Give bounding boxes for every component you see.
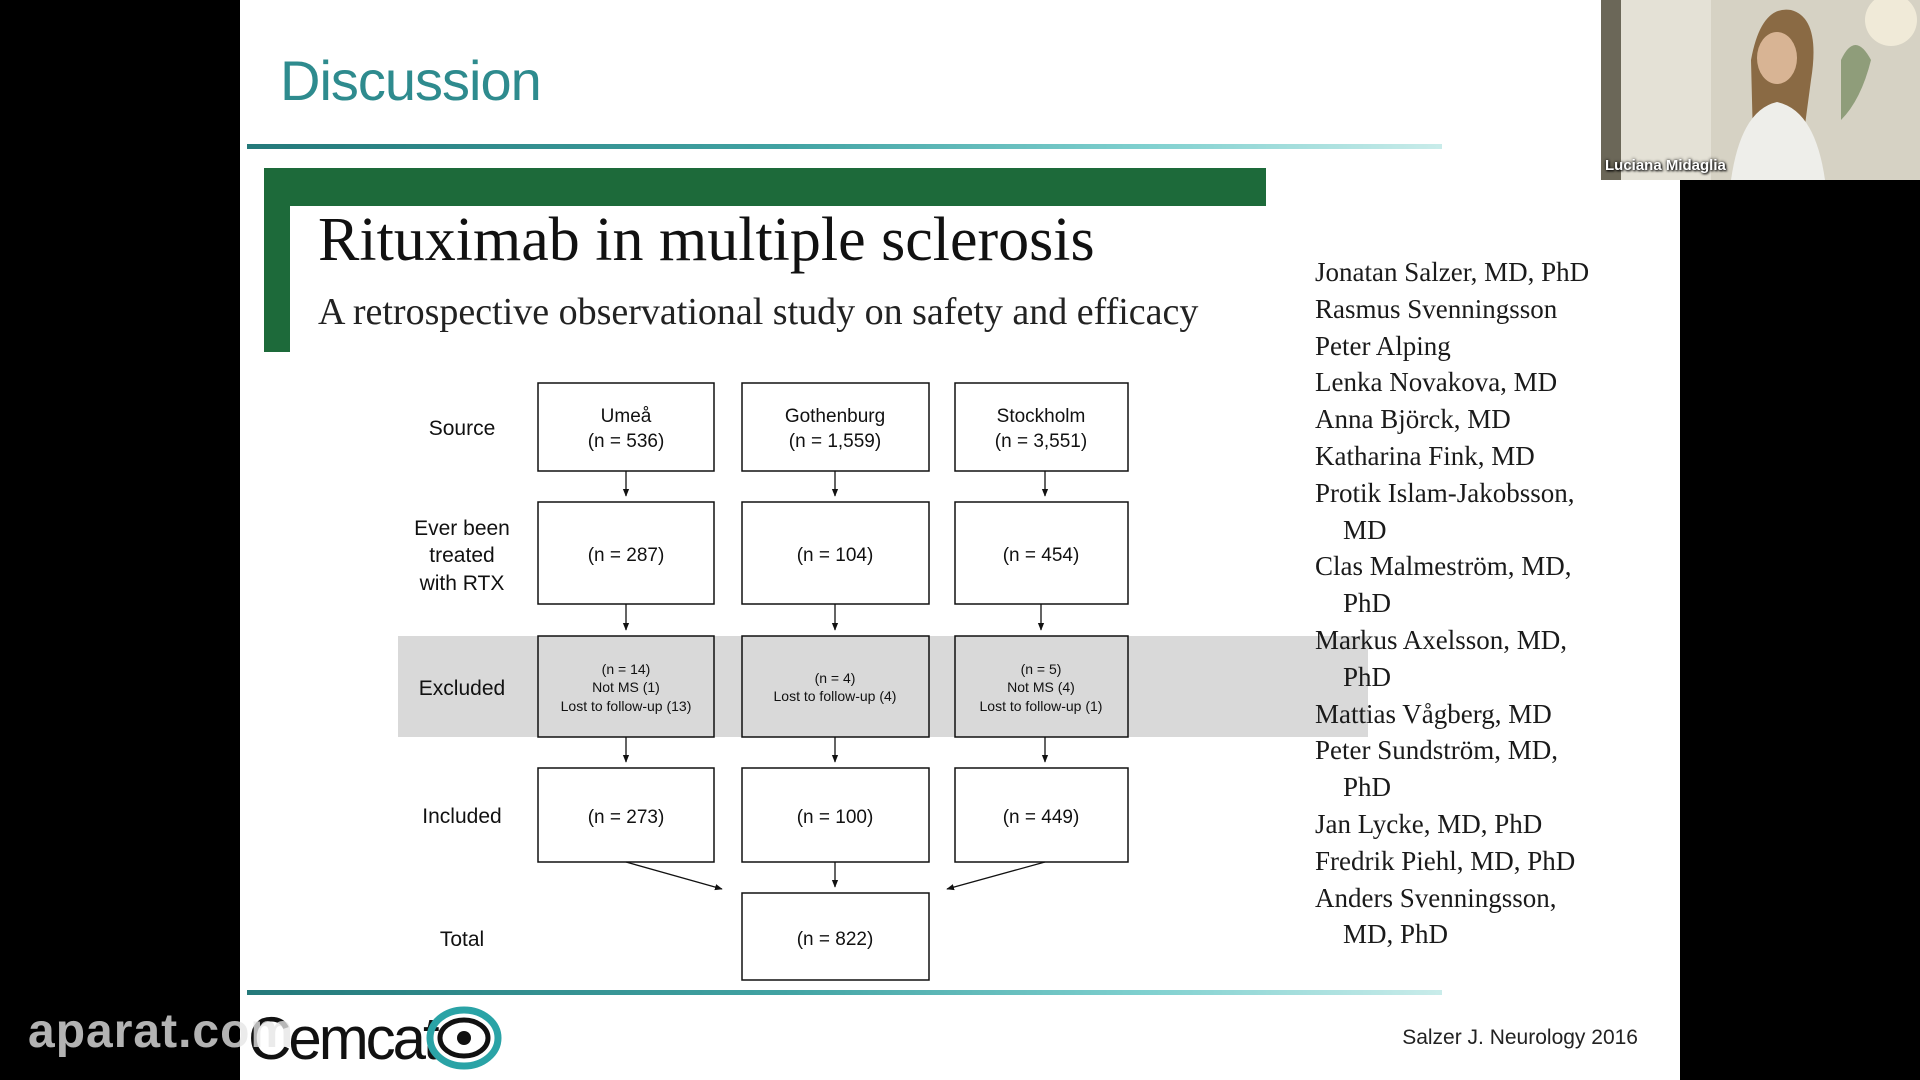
excluded-line2-umea: Lost to follow-up (13) (560, 698, 692, 714)
author-item-continued: MD (1343, 514, 1387, 545)
author-item-continued: PhD (1343, 661, 1392, 692)
treated-n-stockholm: (n = 454) (1002, 545, 1080, 566)
author-item: Rasmus Svenningsson (1315, 293, 1558, 324)
excluded-line1-umea: Not MS (1) (592, 679, 660, 695)
source-name-gothenburg: Gothenburg (784, 406, 886, 427)
paper-subtitle: A retrospective observational study on safety and efficacy (318, 291, 1199, 333)
excluded-n-gothenburg: (n = 4) (814, 670, 856, 686)
author-item: Katharina Fink, MD (1315, 440, 1535, 471)
source-box-umea (538, 383, 714, 471)
author-item: Anders Svenningsson, (1315, 882, 1557, 913)
included-n-gothenburg: (n = 100) (796, 807, 874, 828)
author-item-continued: PhD (1343, 588, 1392, 619)
presentation-slide (240, 0, 1680, 1080)
author-item-continued: MD, PhD (1343, 919, 1449, 950)
watermark: aparat.com (28, 1005, 295, 1058)
row-label-included: Included (422, 805, 502, 828)
participant-name: Luciana Midaglia (1605, 157, 1726, 174)
author-item: Jan Lycke, MD, PhD (1315, 808, 1543, 839)
row-label-ever-treated-3: with RTX (419, 572, 505, 595)
treated-n-umea: (n = 287) (587, 545, 665, 566)
source-n-gothenburg: (n = 1,559) (788, 431, 882, 452)
row-label-ever-treated-2: treated (429, 544, 495, 567)
source-box-gothenburg (742, 383, 929, 471)
source-n-stockholm: (n = 3,551) (994, 431, 1088, 452)
author-item: Protik Islam-Jakobsson, (1315, 477, 1575, 508)
slide-title: Discussion (280, 49, 541, 112)
author-item: Mattias Vågberg, MD (1315, 698, 1552, 729)
author-item: Peter Sundström, MD, (1315, 735, 1558, 766)
treated-n-gothenburg: (n = 104) (796, 545, 874, 566)
source-n-umea: (n = 536) (587, 431, 665, 452)
row-label-source: Source (428, 417, 496, 440)
citation: Salzer J. Neurology 2016 (1402, 1026, 1638, 1049)
author-item: Jonatan Salzer, MD, PhD (1315, 257, 1590, 287)
author-item: Clas Malmeström, MD, (1315, 551, 1572, 582)
author-item: Peter Alping (1315, 330, 1451, 361)
source-name-stockholm: Stockholm (996, 406, 1086, 427)
source-name-umea: Umeå (600, 406, 652, 427)
paper-title: Rituximab in multiple sclerosis (318, 206, 1095, 274)
excluded-box-gothenburg (742, 636, 929, 737)
row-label-total: Total (439, 928, 485, 951)
included-n-umea: (n = 273) (587, 807, 665, 828)
author-list (1315, 254, 1589, 953)
excluded-n-stockholm: (n = 5) (1020, 661, 1062, 677)
author-item: Markus Axelsson, MD, (1315, 624, 1568, 655)
row-label-ever-treated-1: Ever been (414, 517, 510, 540)
webcam-video-tile[interactable] (1601, 0, 1920, 180)
excluded-line2-stockholm: Lost to follow-up (1) (979, 698, 1103, 714)
webcam-feed (1601, 0, 1920, 180)
source-box-stockholm (955, 383, 1128, 471)
excluded-n-umea: (n = 14) (601, 661, 651, 677)
excluded-line1-gothenburg: Lost to follow-up (4) (773, 688, 897, 704)
excluded-line1-stockholm: Not MS (4) (1007, 679, 1075, 695)
author-item-continued: PhD (1343, 772, 1392, 803)
included-n-stockholm: (n = 449) (1002, 807, 1080, 828)
author-item: Fredrik Piehl, MD, PhD (1315, 845, 1576, 876)
total-n: (n = 822) (796, 929, 874, 950)
author-item: Anna Björck, MD (1315, 404, 1511, 435)
row-label-excluded: Excluded (418, 677, 506, 700)
eye-icon (424, 998, 508, 1078)
cemcat-logo-text: Cemcat (248, 1005, 437, 1072)
footer-divider (247, 990, 1442, 995)
author-item: Lenka Novakova, MD (1315, 367, 1558, 398)
